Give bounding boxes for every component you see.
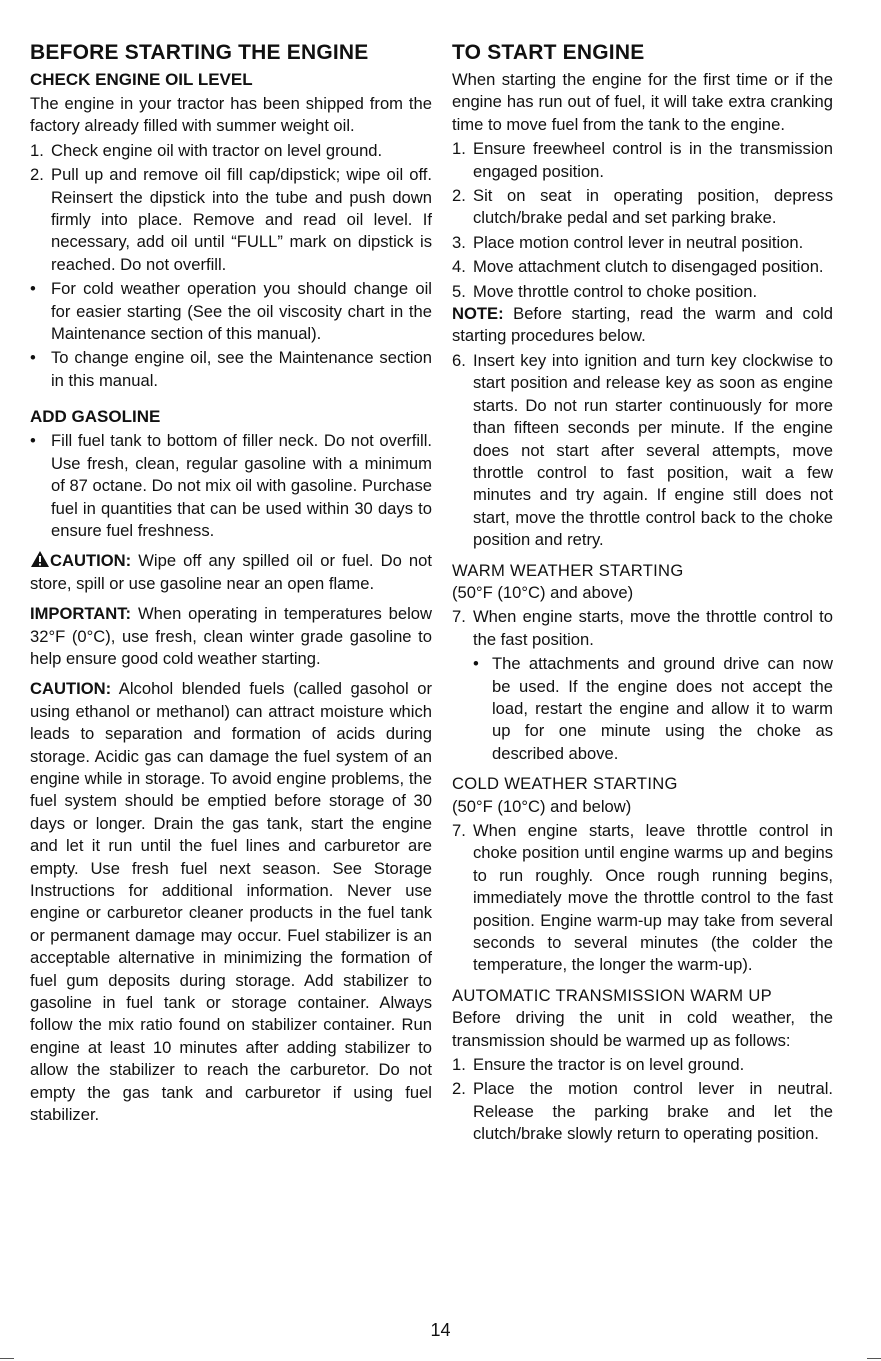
list-item: 1. Ensure freewheel control is in the transmission engaged position. xyxy=(452,139,833,181)
caution-paragraph-alcohol: CAUTION: Alcohol blended fuels (called gasohol or using ethanol or methanol) can attract moisture which leads to separation and formation of acids during storage. Acidic gas can damage the fuel system of an engine while in storage. To avoid engine problems, the fuel system should be emptied before storage of 30 days or longer. Drain the gas tank, start the engine and let it run until the fuel lines and carburetor are empty. Use fresh fuel next season. See Storage Instructions for additional information. Never use engine or carburetor cleaner products in the fuel tank or permanent damage may occur. Fuel stabilizer is an acceptable alternative in minimizing the formation of fuel gum deposits during storage. Add stabilizer to gasoline in fuel tank or storage container. Always follow the mix ratio found on stabilizer container. Run engine at least 10 minutes after adding stabilizer to allow the stabilizer to reach the carburetor. Do not empty the gas tank and carburetor if using fuel stabilizer. xyxy=(30,679,432,1125)
start-intro-paragraph: When starting the engine for the first time or if the engine has run out of fuel, it will take extra cranking time to move fuel from the tank to the engine. xyxy=(452,70,833,134)
list-item: 3. Place motion control lever in neutral position. xyxy=(452,232,804,252)
page-number: 14 xyxy=(430,1320,451,1340)
list-item: 1. Ensure the tractor is on level ground. xyxy=(452,1055,745,1075)
important-label: IMPORTANT: xyxy=(30,604,132,624)
section-heading-before-starting: BEFORE STARTING THE ENGINE xyxy=(30,41,369,64)
list-item: 7. When engine starts, leave throttle control in choke position until engine warms up and begins to run roughly. Once rough running begins, immediately move the throttle control to the fast position. Engine warm-up may take from several seconds to several minutes (the colder the temperature, the longer the warm-up). xyxy=(452,821,833,975)
list-item: • To change engine oil, see the Maintenance section in this manual. xyxy=(30,348,432,390)
warm-temp-range: (50°F (10°C) and above) xyxy=(452,582,634,602)
important-paragraph: IMPORTANT: When operating in temperatures below 32°F (0°C), use fresh, clean winter grade gasoline to help ensure good cold weather starting. xyxy=(30,604,432,668)
list-item: • For cold weather operation you should change oil for easier starting (See the oil viscosity chart in the Maintenance section of this manual). xyxy=(30,279,432,344)
list-item: 5. Move throttle control to choke position. xyxy=(452,281,758,301)
left-column xyxy=(30,40,432,1126)
subheading-add-gasoline: ADD GASOLINE xyxy=(30,407,161,427)
list-item: 4. Move attachment clutch to disengaged position. xyxy=(452,257,824,277)
cold-temp-range: (50°F (10°C) and below) xyxy=(452,796,632,816)
list-item: • Fill fuel tank to bottom of filler neck. Do not overfill. Use fresh, clean, regular gasoline with a minimum of 87 octane. Do not mix oil with gasoline. Purchase fuel in quantities that can be used within 30 days to ensure fuel freshness. xyxy=(30,431,432,540)
list-item: 2. Sit on seat in operating position, depress clutch/brake pedal and set parking brake. xyxy=(452,186,833,228)
subheading-cold-weather: COLD WEATHER STARTING xyxy=(452,774,678,794)
oil-steps-list xyxy=(30,140,432,392)
subheading-transmission-warm-up: AUTOMATIC TRANSMISSION WARM UP xyxy=(452,985,772,1005)
note-paragraph: NOTE: Before starting, read the warm and cold starting procedures below. xyxy=(452,304,833,346)
start-steps-list xyxy=(452,138,833,303)
section-heading-start-engine: TO START ENGINE xyxy=(452,41,645,64)
list-item: 7. When engine starts, move the throttle control to the fast position. xyxy=(452,607,833,649)
subheading-check-oil: CHECK ENGINE OIL LEVEL xyxy=(30,70,253,89)
right-column xyxy=(452,40,833,1146)
caution-label: CAUTION: xyxy=(50,551,132,571)
transmission-intro-paragraph: Before driving the unit in cold weather, the transmission should be warmed up as follows: xyxy=(452,1008,833,1050)
list-item: 2. Place the motion control lever in neutral. Release the parking brake and let the clutch/brake slowly return to operating position. xyxy=(452,1079,833,1144)
crop-mark xyxy=(0,1358,14,1359)
oil-intro-paragraph: The engine in your tractor has been shipped from the factory already filled with summer weight oil. xyxy=(30,94,432,136)
list-item: 2. Pull up and remove oil fill cap/dipstick; wipe oil off. Reinsert the dipstick into the tube and push down firmly into place. Remove and read oil level. If necessary, add oil until “FULL” mark on dipstick is reached. Do not overfill. xyxy=(30,165,432,274)
crop-mark xyxy=(867,1358,881,1359)
caution-label: CAUTION: xyxy=(30,679,112,699)
list-item: • The attachments and ground drive can now be used. If the engine does not accept the load, restart the engine and allow it to warm up for one minute using the choke as described above. xyxy=(473,654,833,763)
warning-triangle-icon xyxy=(30,550,50,568)
caution-paragraph-spill: CAUTION: Wipe off any spilled oil or fuel. Do not store, spill or use gasoline near an open flame. xyxy=(30,551,432,593)
list-item: 6. Insert key into ignition and turn key clockwise to start position and release key as soon as engine starts. Do not run starter continuously for more than fifteen seconds per minute. If the engine does not start after several attempts, move throttle control to fast position, wait a few minutes and try again. If engine still does not start, move the throttle control back to the choke position and retry. xyxy=(452,350,833,550)
list-item: 1. Check engine oil with tractor on level ground. xyxy=(30,140,383,160)
subheading-warm-weather: WARM WEATHER STARTING xyxy=(452,560,684,580)
note-label: NOTE: xyxy=(452,304,504,324)
